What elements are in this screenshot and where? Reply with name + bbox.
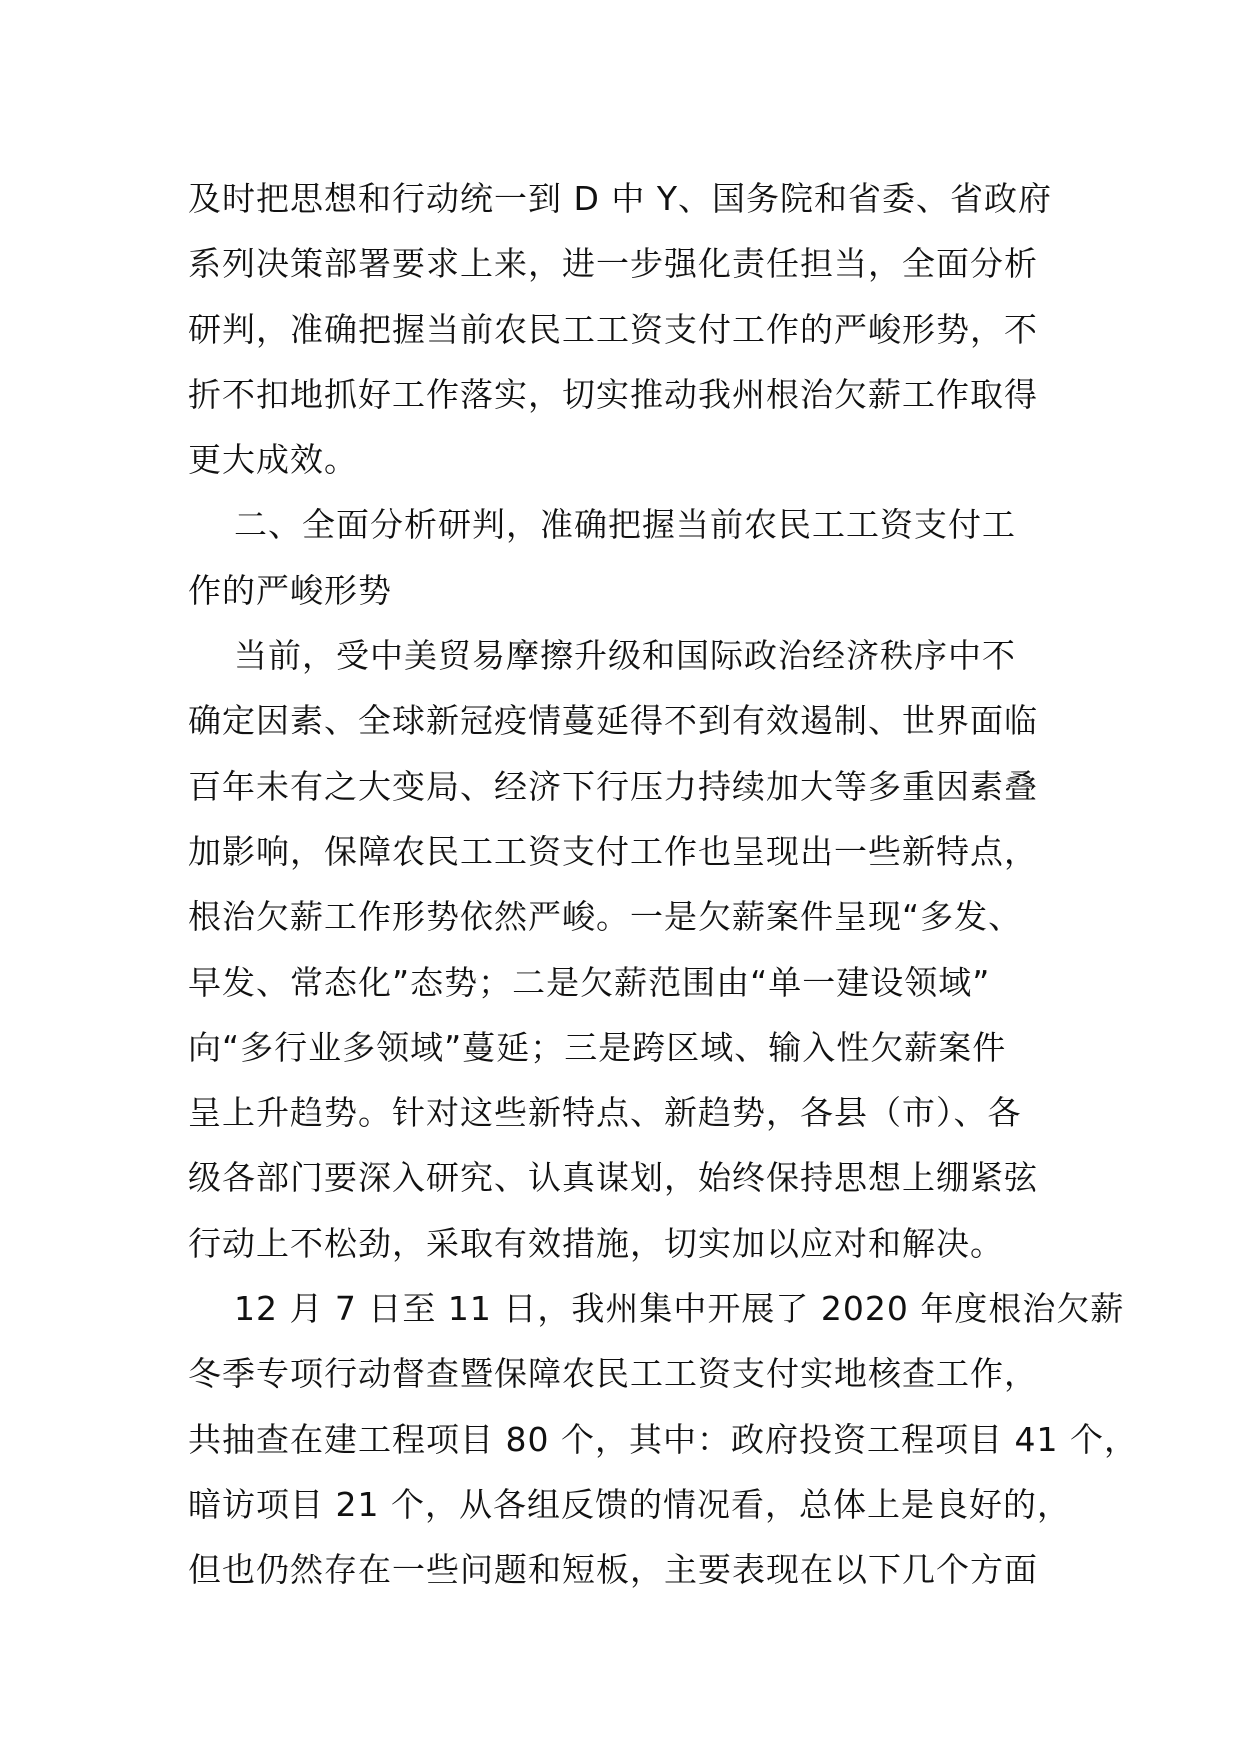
text-line: 及时把思想和行动统一到 D 中 Y、国务院和省委、省政府 bbox=[188, 179, 1053, 218]
text-line: 冬季专项行动督查暨保障农民工工资支付实地核查工作， bbox=[188, 1354, 1038, 1394]
text-line: 确定因素、全球新冠疫情蔓延得不到有效遏制、世界面临 bbox=[188, 701, 1038, 741]
text-line: 折不扣地抓好工作落实，切实推动我州根治欠薪工作取得 bbox=[188, 374, 1038, 414]
heading-line: 作的严峻形势 bbox=[188, 570, 392, 610]
text-line: 更大成效。 bbox=[188, 440, 358, 480]
text-line: 当前，受中美贸易摩擦升级和国际政治经济秩序中不 bbox=[188, 636, 1016, 676]
text-line: 系列决策部署要求上来，进一步强化责任担当，全面分析 bbox=[188, 244, 1038, 284]
text-line: 研判，准确把握当前农民工工资支付工作的严峻形势，不 bbox=[188, 309, 1038, 349]
paragraph-1 bbox=[188, 166, 1088, 492]
text-line: 共抽查在建工程项目 80 个，其中：政府投资工程项目 41 个， bbox=[188, 1419, 1138, 1459]
text-line: 12 月 7 日至 11 日，我州集中开展了 2020 年度根治欠薪 bbox=[188, 1289, 1125, 1329]
heading-line: 二、全面分析研判，准确把握当前农民工工资支付工 bbox=[188, 505, 1016, 545]
text-line: 百年未有之大变局、经济下行压力持续加大等多重因素叠 bbox=[188, 766, 1038, 806]
section-heading-2 bbox=[188, 492, 1088, 623]
paragraph-2 bbox=[188, 623, 1088, 1276]
paragraph-3 bbox=[188, 1276, 1138, 1602]
text-line: 暗访项目 21 个，从各组反馈的情况看，总体上是良好的， bbox=[188, 1484, 1071, 1524]
text-line: 但也仍然存在一些问题和短板，主要表现在以下几个方面 bbox=[188, 1550, 1038, 1590]
text-line: 向“多行业多领域”蔓延；三是跨区域、输入性欠薪案件 bbox=[188, 1027, 1007, 1067]
text-line: 加影响，保障农民工工资支付工作也呈现出一些新特点， bbox=[188, 831, 1038, 871]
text-line: 行动上不松劲，采取有效措施，切实加以应对和解决。 bbox=[188, 1223, 1004, 1263]
text-line: 根治欠薪工作形势依然严峻。一是欠薪案件呈现“多发、 bbox=[188, 897, 1023, 937]
text-line: 早发、常态化”态势；二是欠薪范围由“单一建设领域” bbox=[188, 962, 991, 1002]
text-line: 级各部门要深入研究、认真谋划，始终保持思想上绷紧弦 bbox=[188, 1158, 1038, 1198]
text-line: 呈上升趋势。针对这些新特点、新趋势，各县（市）、各 bbox=[188, 1093, 1022, 1133]
document-body bbox=[188, 166, 1138, 1603]
